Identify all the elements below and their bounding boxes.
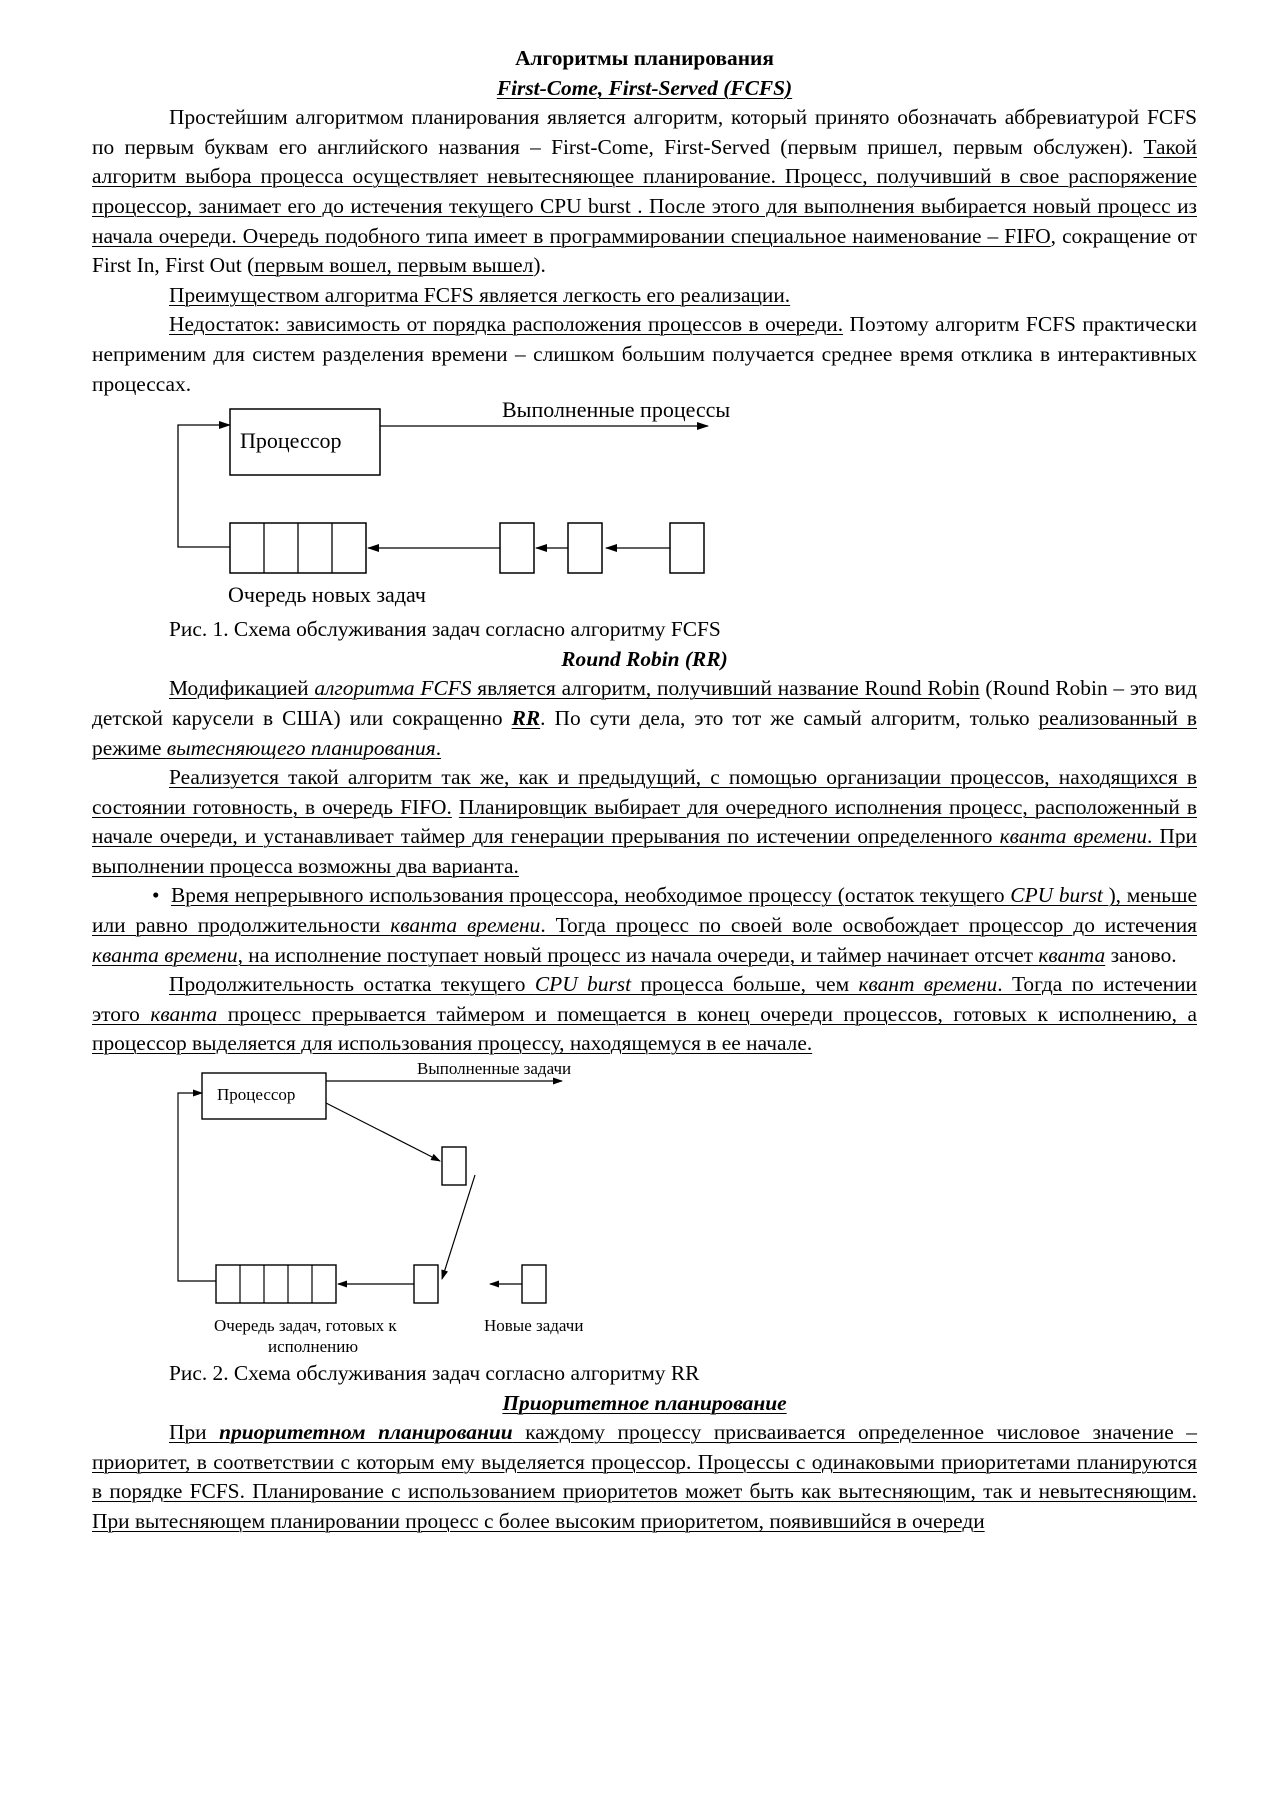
text-span: Простейшим алгоритмом планирования является алгоритм, который принято обозначать аббревиатурой FCFS по первым буквам его английского названия – First-Come, First-Served (первым пришел, первым обслужен). (92, 105, 1197, 159)
processor-label: Процессор (240, 428, 342, 454)
text-span: первым вошел, первым вышел (254, 253, 534, 278)
priority-heading: Приоритетное планирование (502, 1390, 787, 1415)
text-span: Реализуется такой алгоритм так же, как и предыдущий, с помощью организации процессов, находящихся в состоянии готовность, в очередь FIFO. (92, 765, 1197, 819)
text-span: Тогда по истечении этого (92, 972, 1197, 1026)
rr-heading: Round Robin (RR) (561, 646, 728, 671)
rr-diagram-svg (92, 1059, 1197, 1359)
text-span: Такой алгоритм выбора процесса осуществляет невытесняющее планирование. Процесс, получивший в свое распоряжение процессор, занимает его до истечения текущего CPU burst . После этого для выполнения выбирается новый процесс из начала очереди. Очередь подобного типа имеет в программировании специальное наименование – FIFO (92, 134, 1197, 248)
queue-label-line2: исполнению (268, 1337, 359, 1357)
queue-label: Очередь новых задач (228, 582, 426, 608)
fcfs-diagram (92, 399, 1197, 615)
task-box (500, 523, 534, 573)
rr-diagram (92, 1059, 1197, 1359)
text-span: CPU burst (1010, 883, 1103, 908)
text-span: , сокращение от First In, First Out ( (92, 223, 1197, 278)
figure-1-caption: Рис. 1. Схема обслуживания задач согласно алгоритму FCFS (169, 617, 721, 642)
text-span: вытесняющего планирования (166, 735, 436, 760)
figure-2-caption: Рис. 2. Схема обслуживания задач согласно алгоритму RR (169, 1361, 700, 1386)
fcfs-paragraph-3 (92, 310, 1197, 399)
new-tasks-label: Новые задачи (484, 1316, 584, 1336)
text-span: квант времени (858, 972, 998, 997)
text-span: . (997, 972, 1003, 997)
loop-arrow (178, 425, 230, 547)
queue-label-line1: Очередь задач, готовых к (214, 1316, 397, 1336)
text-span: CPU burst (534, 972, 632, 997)
task-box (568, 523, 602, 573)
text-span (452, 795, 459, 819)
text-span: алгоритма FCFS (314, 676, 472, 701)
task-box (670, 523, 704, 573)
text-span: кванта времени (92, 942, 238, 967)
text-span: Планировщик выбирает для очередного исполнения процесс, расположенный в начале очереди, и устанавливает таймер для генерации прерывания по истечении определенного (92, 794, 1197, 849)
loop-arrow (178, 1093, 216, 1281)
bullet-icon: • (152, 883, 160, 908)
text-span: . По сути дела, это тот же самый алгоритм, только (540, 705, 1039, 730)
text-span: кванта (1038, 942, 1106, 967)
text-span: . (435, 735, 442, 760)
text-span: ), меньше или равно продолжительности (92, 883, 1197, 938)
priority-paragraph-1 (92, 1418, 1197, 1536)
text-span: Недостаток: зависимость от порядка расположения процессов в очереди. (169, 312, 844, 337)
fcfs-diagram-svg (92, 399, 1197, 615)
text-span: Преимуществом алгоритма FCFS является легкость его реализации. (169, 282, 791, 307)
text-span: (Round Robin – это вид детской карусели в США) или сокращенно (92, 676, 1197, 730)
fcfs-heading: First-Come, First-Served (FCFS) (496, 75, 793, 100)
text-span: кванта (150, 1001, 218, 1026)
rr-paragraph-1 (92, 674, 1197, 763)
preempted-task-box (442, 1147, 466, 1185)
text-span: , на исполнение поступает новый процесс из начала очереди, и таймер начинает отсчет (237, 942, 1039, 967)
text-span: каждому процессу присваивается определенное числовое значение – приоритет, в соответствии с которым ему выделяется процессор. Процессы с одинаковыми приоритетами планируются в порядке FCFS. Планирование с использованием приоритетов может быть как вытесняющим, так и невытесняющим. При вытесняющем планировании процесс с более высоким приоритетом, появившийся в очереди (92, 1420, 1197, 1533)
text-span: процесса больше, чем (631, 972, 859, 997)
task-box (414, 1265, 438, 1303)
text-span: . (1146, 824, 1153, 849)
text-span: Модификацией (169, 676, 315, 701)
text-span: кванта времени (999, 824, 1147, 849)
text-span: кванта времени (390, 913, 541, 938)
done-label: Выполненные процессы (502, 399, 731, 423)
text-span: При (169, 1420, 220, 1445)
rr-paragraph-2 (92, 763, 1197, 881)
page-title: Алгоритмы планирования (515, 46, 774, 70)
processor-label: Процессор (217, 1085, 296, 1105)
text-span: Продолжительность остатка текущего (169, 972, 535, 997)
text-span: Тогда процесс по своей воле освобождает процессор до истечения (545, 913, 1197, 938)
preempt-arrow (326, 1103, 440, 1161)
text-span: приоритетном планировании (219, 1420, 513, 1445)
text-span: процесс прерывается таймером и помещается в конец очереди процессов, готовых к исполнению, а процессор выделяется для использования процессу, находящемуся в ее начале. (92, 1001, 1197, 1056)
done-label: Выполненные задачи (417, 1059, 572, 1079)
fcfs-paragraph-2 (92, 281, 1197, 311)
text-span: является алгоритм, получивший название Round Robin (471, 676, 980, 701)
rr-paragraph-3 (92, 970, 1197, 1059)
text-span: При выполнении процесса возможны два варианта. (92, 824, 1197, 878)
new-task-box (522, 1265, 546, 1303)
text-span: . (540, 913, 546, 938)
text-span: Поэтому алгоритм FCFS практически неприменим для систем разделения времени – слишком большим получается среднее время отклика в интерактивных процессах. (92, 312, 1197, 396)
text-span: реализованный в режиме (92, 705, 1197, 760)
fcfs-paragraph-1 (92, 103, 1197, 281)
rr-bullet-item (92, 881, 1197, 970)
text-span: заново. (1105, 942, 1177, 967)
text-span: RR (511, 705, 541, 730)
text-span: Время непрерывного использования процессора, необходимое процессу (остаток текущего (171, 883, 1011, 908)
text-span: ). (533, 253, 546, 278)
document-page (92, 44, 1197, 1537)
return-arrow (442, 1175, 475, 1279)
queue-box (216, 1265, 336, 1303)
